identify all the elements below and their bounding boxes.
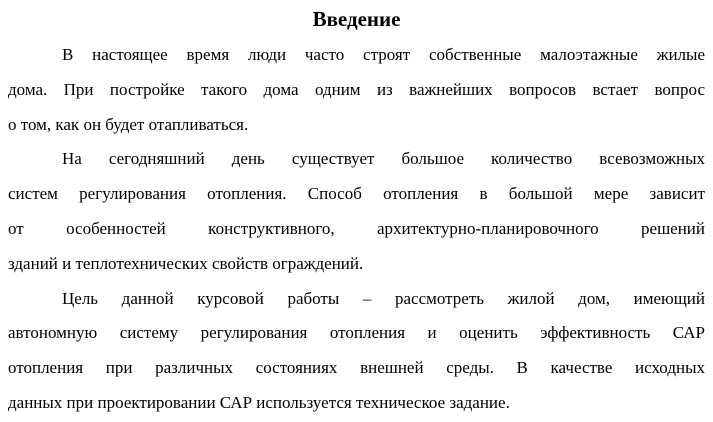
paragraph bbox=[8, 38, 705, 142]
paragraph-line: автономную систему регулирования отопления и оценить эффективность САР bbox=[8, 323, 705, 343]
paragraph-line: о том, как он будет отапливаться. bbox=[8, 114, 249, 134]
paragraph-line: На сегодняшний день существует большое количество всевозможных bbox=[62, 149, 705, 169]
document-title: Введение bbox=[312, 7, 401, 31]
paragraph-line: дома. При постройке такого дома одним из важнейших вопросов встает вопрос bbox=[8, 79, 705, 99]
paragraph-line: систем регулирования отопления. Способ отопления в большой мере зависит bbox=[8, 184, 705, 204]
paragraph-line: данных при проектировании САР используется техническое задание. bbox=[8, 392, 510, 412]
paragraph-line: зданий и теплотехнических свойств ограждений. bbox=[8, 253, 364, 273]
document-body bbox=[8, 38, 705, 421]
paragraph bbox=[8, 282, 705, 421]
paragraph-line: Цель данной курсовой работы – рассмотреть жилой дом, имеющий bbox=[62, 288, 705, 308]
paragraph-line: отопления при различных состояниях внешней среды. В качестве исходных bbox=[8, 358, 705, 378]
paragraph-line: от особенностей конструктивного, архитектурно-планировочного решений bbox=[8, 218, 705, 238]
paragraph-line: В настоящее время люди часто строят собственные малоэтажные жилые bbox=[62, 45, 705, 64]
paragraph bbox=[8, 142, 705, 281]
